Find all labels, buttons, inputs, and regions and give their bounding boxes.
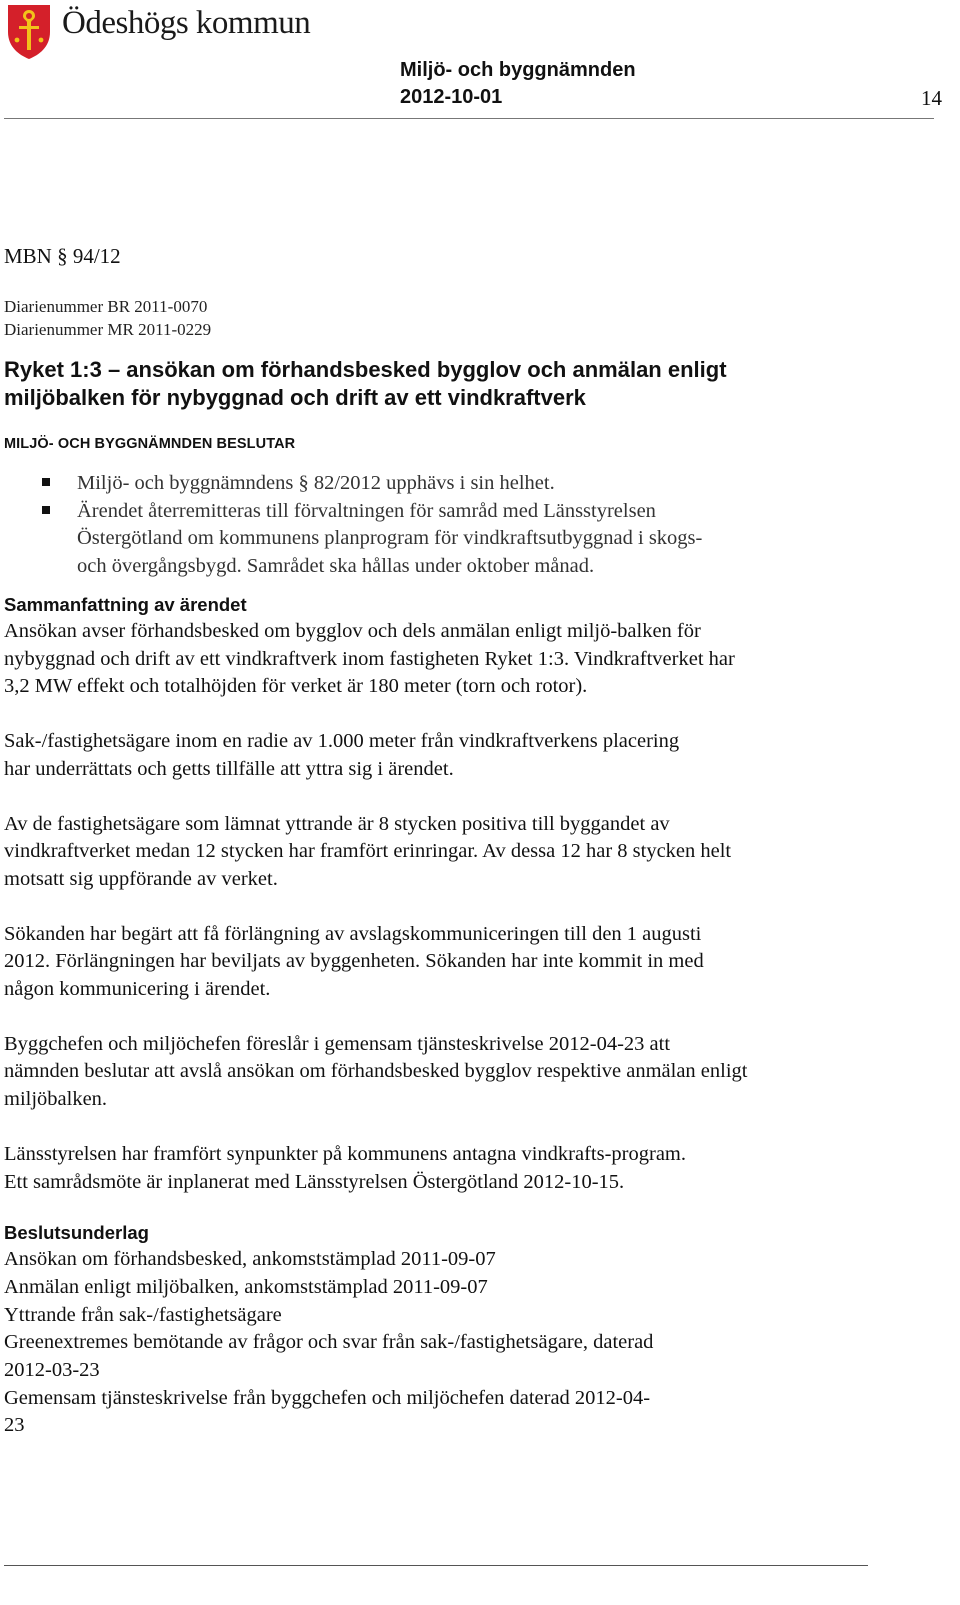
summary-paragraph: Byggchefen och miljöchefen föreslår i gemensam tjänsteskrivelse 2012-04-23 att nämnden beslutar att avslå ansökan om förhandsbesked bygglov respektive anmälan enligt miljöbalken. — [4, 1032, 748, 1111]
paragraph-reference: MBN § 94/12 — [4, 244, 121, 268]
list-item: Anmälan enligt miljöbalken, ankomststämplad 2011-09-07 — [4, 1275, 488, 1298]
summary-paragraph: Sak-/fastighetsägare inom en radie av 1.000 meter från vindkraftverkens placering har underrättats och getts tillfälle att yttra sig i ärendet. — [4, 730, 680, 780]
summary-paragraph: Sökanden har begärt att få förlängning av avslagskommuniceringen till den 1 augusti 2012. Förlängningen har beviljats av byggenheten. Sökanden har inte kommit in med någon kommunicering i ärendet. — [4, 922, 704, 1001]
square-bullet-icon — [42, 506, 50, 514]
list-item: Ansökan om förhandsbesked, ankomststämplad 2011-09-07 — [4, 1248, 496, 1271]
meeting-date: 2012-10-01 — [400, 86, 503, 108]
list-item: Ärendet återremitteras till förvaltningen för samråd med Länsstyrelsen Östergötland om kommunens planprogram för vindkraftsutbyggnad i skogs- och övergångsbygd. Samrådet ska hållas under oktober månad. — [4, 498, 724, 581]
list-item: Greenextremes bemötande av frågor och svar från sak-/fastighetsägare, daterad 2012-03-23 — [4, 1331, 654, 1382]
square-bullet-icon — [42, 478, 50, 486]
page-header — [0, 0, 960, 125]
basis-heading: Beslutsunderlag — [4, 1222, 149, 1244]
summary-paragraph: Länsstyrelsen har framfört synpunkter på kommunens antagna vindkrafts-program. Ett samrådsmöte är inplanerat med Länsstyrelsen Östergötland 2012-10-15. — [4, 1142, 686, 1193]
municipal-coat-of-arms-icon — [4, 2, 54, 60]
footer-divider — [4, 1565, 868, 1566]
summary-paragraph: Av de fastighetsägare som lämnat yttrande är 8 stycken positiva till byggandet av vindkraftverket medan 12 stycken har framfört erinringar. Av dessa 12 har 8 stycken helt motsatt sig uppförande av verket. — [4, 812, 732, 890]
summary-paragraph: Ansökan avser förhandsbesked om bygglov och dels anmälan enligt miljö-balken för nybyggnad och drift av ett vindkraftverk inom fastigheten Ryket 1:3. Vindkraftverket har 3,2 MW effekt och totalhöjden för verket är 180 meter (torn och rotor). — [4, 620, 735, 698]
list-item: Miljö- och byggnämndens § 82/2012 upphävs i sin helhet. — [4, 470, 724, 498]
diary-number: Diarienummer BR 2011-0070 — [4, 297, 208, 316]
list-item: Gemensam tjänsteskrivelse från byggchefen och miljöchefen daterad 2012-04-23 — [4, 1386, 651, 1437]
list-item: Yttrande från sak-/fastighetsägare — [4, 1303, 282, 1326]
diary-number: Diarienummer MR 2011-0229 — [4, 320, 212, 339]
committee-name: Miljö- och byggnämnden — [400, 59, 636, 81]
case-title: Ryket 1:3 – ansökan om förhandsbesked bygglov och anmälan enligt miljöbalken för nybyggnad och drift av ett vindkraftverk — [4, 357, 727, 410]
municipality-name: Ödeshögs kommun — [62, 5, 311, 41]
document-body — [4, 243, 924, 1440]
decision-heading: MILJÖ- OCH BYGGNÄMNDEN BESLUTAR — [4, 436, 296, 452]
page-number: 14 — [921, 86, 942, 110]
summary-heading: Sammanfattning av ärendet — [4, 594, 247, 615]
decision-list — [4, 470, 724, 580]
header-divider — [4, 118, 934, 119]
